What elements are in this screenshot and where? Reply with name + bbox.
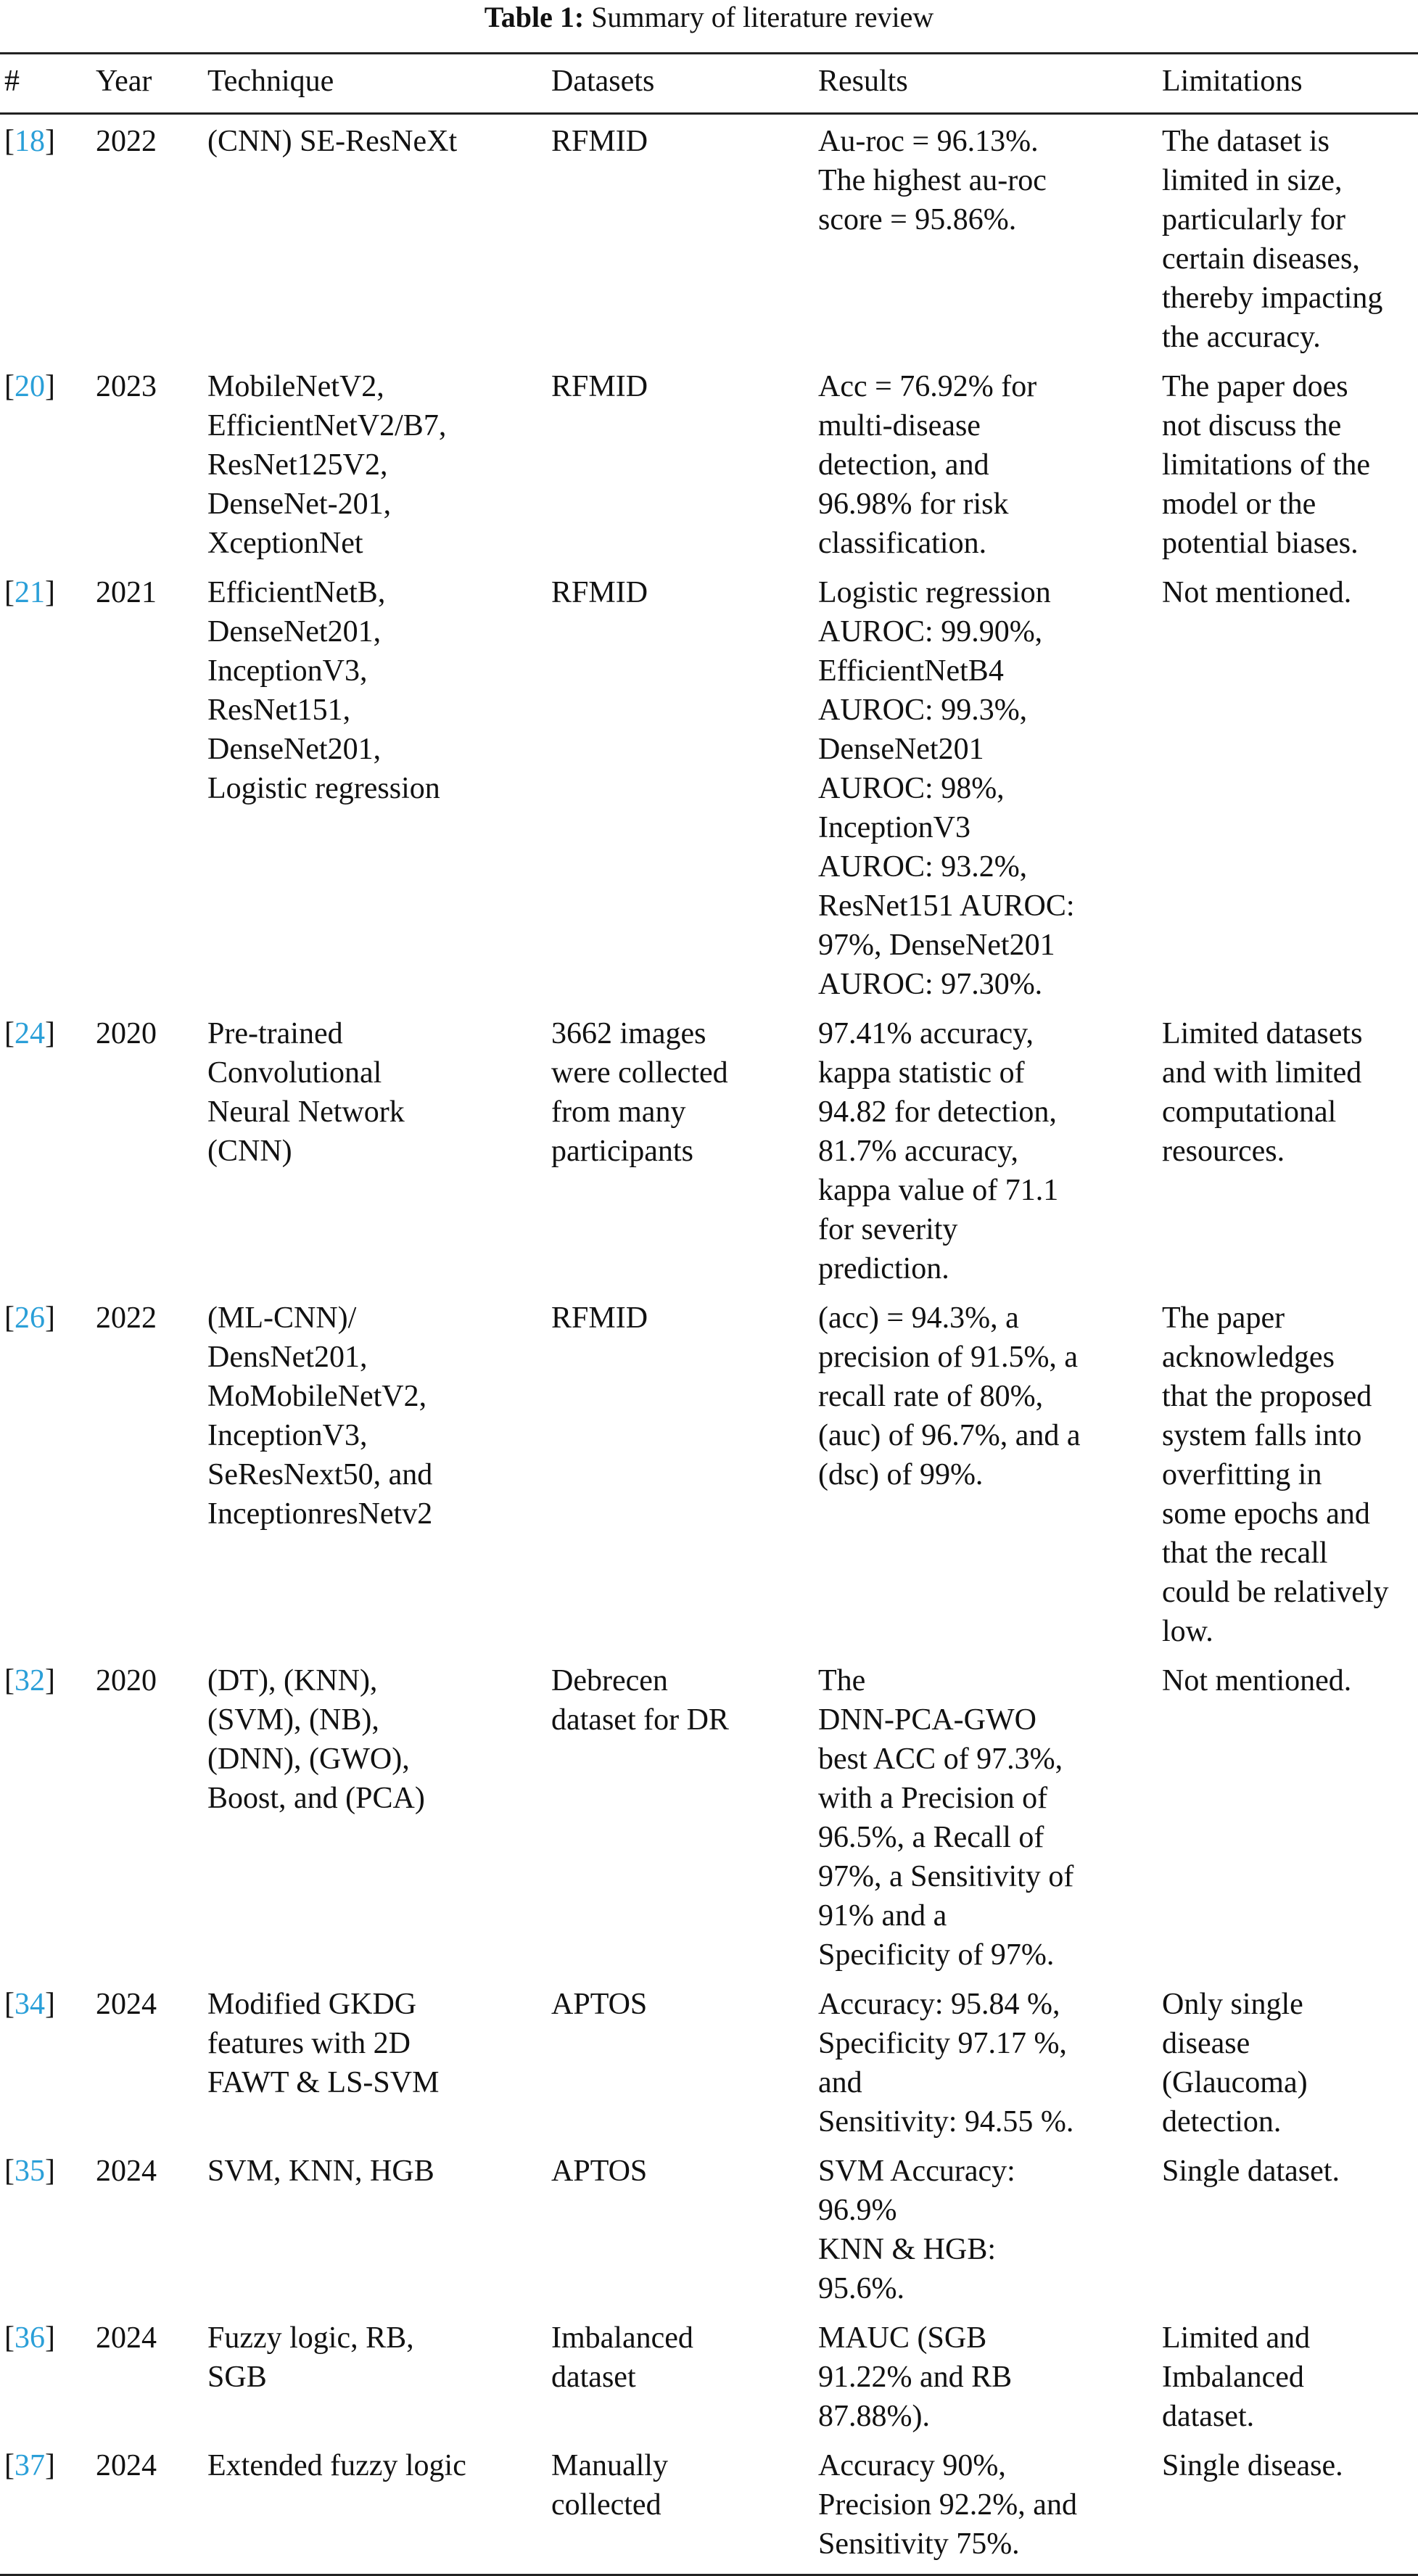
technique-cell: SVM, KNN, HGB	[207, 2155, 434, 2188]
citation-link[interactable]: 21	[15, 576, 45, 609]
year-cell: 2020	[96, 1664, 157, 1698]
year-cell: 2024	[96, 2321, 157, 2355]
technique-cell: (CNN) SE-ResNeXt	[207, 125, 458, 158]
technique-cell: EfficientNetB, DenseNet201, InceptionV3, ResNet151, DenseNet201, Logistic regression	[207, 576, 440, 805]
limitations-cell: Only single disease (Glaucoma) detection.	[1162, 1988, 1308, 2139]
year-cell: 2024	[96, 1988, 157, 2021]
technique-cell: (DT), (KNN), (SVM), (NB), (DNN), (GWO), Boost, and (PCA)	[207, 1664, 425, 1815]
results-cell: Accuracy 90%, Precision 92.2%, and Sensitivity 75%.	[818, 2439, 1162, 2575]
header-results: Results	[818, 54, 1162, 114]
table-row	[0, 2439, 1418, 2575]
table-row	[0, 566, 1418, 1007]
table-row	[0, 1654, 1418, 1978]
datasets-cell: RFMID	[551, 1301, 648, 1335]
table-row	[0, 360, 1418, 566]
header-row	[0, 54, 1418, 114]
limitations-cell: Single dataset.	[1162, 2155, 1340, 2188]
datasets-cell: APTOS	[551, 1988, 648, 2021]
year-cell: 2021	[96, 576, 157, 609]
citation-link[interactable]: 18	[15, 125, 45, 158]
citation-link[interactable]: 36	[15, 2321, 45, 2355]
results-cell: Accuracy: 95.84 %, Specificity 97.17 %, and Sensitivity: 94.55 %.	[818, 1988, 1074, 2139]
ref-cell: [35]	[4, 2155, 55, 2188]
datasets-cell: APTOS	[551, 2155, 648, 2188]
table-row	[0, 1007, 1418, 1291]
technique-cell: Extended fuzzy logic	[207, 2439, 551, 2575]
ref-cell: [37]	[0, 2439, 96, 2575]
datasets-cell: Manually collected	[551, 2439, 818, 2575]
table-row	[0, 2144, 1418, 2311]
datasets-cell: Imbalanced dataset	[551, 2321, 693, 2394]
datasets-cell: Debrecen dataset for DR	[551, 1664, 729, 1737]
citation-link[interactable]: 35	[15, 2155, 45, 2188]
citation-link[interactable]: 26	[15, 1301, 45, 1335]
citation-link[interactable]: 34	[15, 1988, 45, 2021]
citation-link[interactable]: 32	[15, 1664, 45, 1698]
ref-cell: [34]	[4, 1988, 55, 2021]
results-cell: (acc) = 94.3%, a precision of 91.5%, a recall rate of 80%, (auc) of 96.7%, and a (dsc) of 99%.	[818, 1301, 1081, 1491]
header-year: Year	[96, 54, 207, 114]
limitations-cell: Not mentioned.	[1162, 576, 1352, 609]
citation-link[interactable]: 20	[15, 370, 45, 403]
results-cell: 97.41% accuracy, kappa statistic of 94.82 for detection, 81.7% accuracy, kappa value of 71.1 for severity prediction.	[818, 1017, 1059, 1285]
table-row	[0, 1978, 1418, 2144]
header-limitations: Limitations	[1162, 54, 1418, 114]
year-cell: 2020	[96, 1017, 157, 1050]
year-cell: 2023	[96, 370, 157, 403]
header-technique: Technique	[207, 54, 551, 114]
limitations-cell: The dataset is limited in size, particularly for certain diseases, thereby impacting the accuracy.	[1162, 125, 1383, 354]
table-row	[0, 1291, 1418, 1654]
technique-cell: MobileNetV2, EfficientNetV2/B7, ResNet125V2, DenseNet-201, XceptionNet	[207, 370, 447, 560]
year-cell: 2022	[96, 1301, 157, 1335]
year-cell: 2024	[96, 2439, 207, 2575]
year-cell: 2024	[96, 2155, 157, 2188]
literature-table	[0, 52, 1418, 2576]
table-row	[0, 114, 1418, 361]
limitations-cell: Single disease.	[1162, 2439, 1418, 2575]
limitations-cell: Limited datasets and with limited computational resources.	[1162, 1017, 1363, 1168]
header-ref: #	[0, 54, 96, 114]
citation-link[interactable]: 24	[15, 1017, 45, 1050]
results-cell: Au-roc = 96.13%. The highest au-roc score = 95.86%.	[818, 125, 1047, 236]
caption-label: Table 1:	[484, 1, 585, 33]
datasets-cell: RFMID	[551, 576, 648, 609]
limitations-cell: Not mentioned.	[1162, 1664, 1352, 1698]
technique-cell: Modified GKDG features with 2D FAWT & LS-SVM	[207, 1988, 440, 2099]
year-cell: 2022	[96, 125, 157, 158]
caption-title: Summary of literature review	[591, 1, 934, 33]
technique-cell: (ML-CNN)/ DensNet201, MoMobileNetV2, InceptionV3, SeResNext50, and InceptionresNetv2	[207, 1301, 433, 1531]
ref-cell: [32]	[4, 1664, 55, 1698]
results-cell: The DNN-PCA-GWO best ACC of 97.3%, with a Precision of 96.5%, a Recall of 97%, a Sensitivity of 91% and a Specificity of 97%.	[818, 1664, 1074, 1972]
datasets-cell: RFMID	[551, 125, 648, 158]
table-caption	[0, 0, 1418, 35]
table-row	[0, 2311, 1418, 2439]
header-datasets: Datasets	[551, 54, 818, 114]
ref-cell: [18]	[4, 125, 55, 158]
technique-cell: Fuzzy logic, RB, SGB	[207, 2321, 414, 2394]
ref-cell: [36]	[4, 2321, 55, 2355]
results-cell: MAUC (SGB 91.22% and RB 87.88%).	[818, 2321, 1013, 2433]
results-cell: SVM Accuracy: 96.9% KNN & HGB: 95.6%.	[818, 2155, 1015, 2305]
datasets-cell: RFMID	[551, 370, 648, 403]
ref-cell: [21]	[4, 576, 55, 609]
ref-cell: [20]	[4, 370, 55, 403]
datasets-cell: 3662 images were collected from many participants	[551, 1017, 728, 1168]
ref-cell: [24]	[4, 1017, 55, 1050]
technique-cell: Pre-trained Convolutional Neural Network (CNN)	[207, 1017, 405, 1168]
ref-cell: [26]	[4, 1301, 55, 1335]
limitations-cell: The paper acknowledges that the proposed system falls into overfitting in some epochs and that the recall could be relatively low.	[1162, 1301, 1389, 1648]
citation-link[interactable]: 37	[15, 2449, 45, 2482]
limitations-cell: The paper does not discuss the limitations of the model or the potential biases.	[1162, 370, 1370, 560]
results-cell: Logistic regression AUROC: 99.90%, EfficientNetB4 AUROC: 99.3%, DenseNet201 AUROC: 98%, InceptionV3 AUROC: 93.2%, ResNet151 AUROC: 97%, DenseNet201 AUROC: 97.30%.	[818, 576, 1075, 1001]
results-cell: Acc = 76.92% for multi-disease detection, and 96.98% for risk classification.	[818, 370, 1037, 560]
limitations-cell: Limited and Imbalanced dataset.	[1162, 2321, 1311, 2433]
